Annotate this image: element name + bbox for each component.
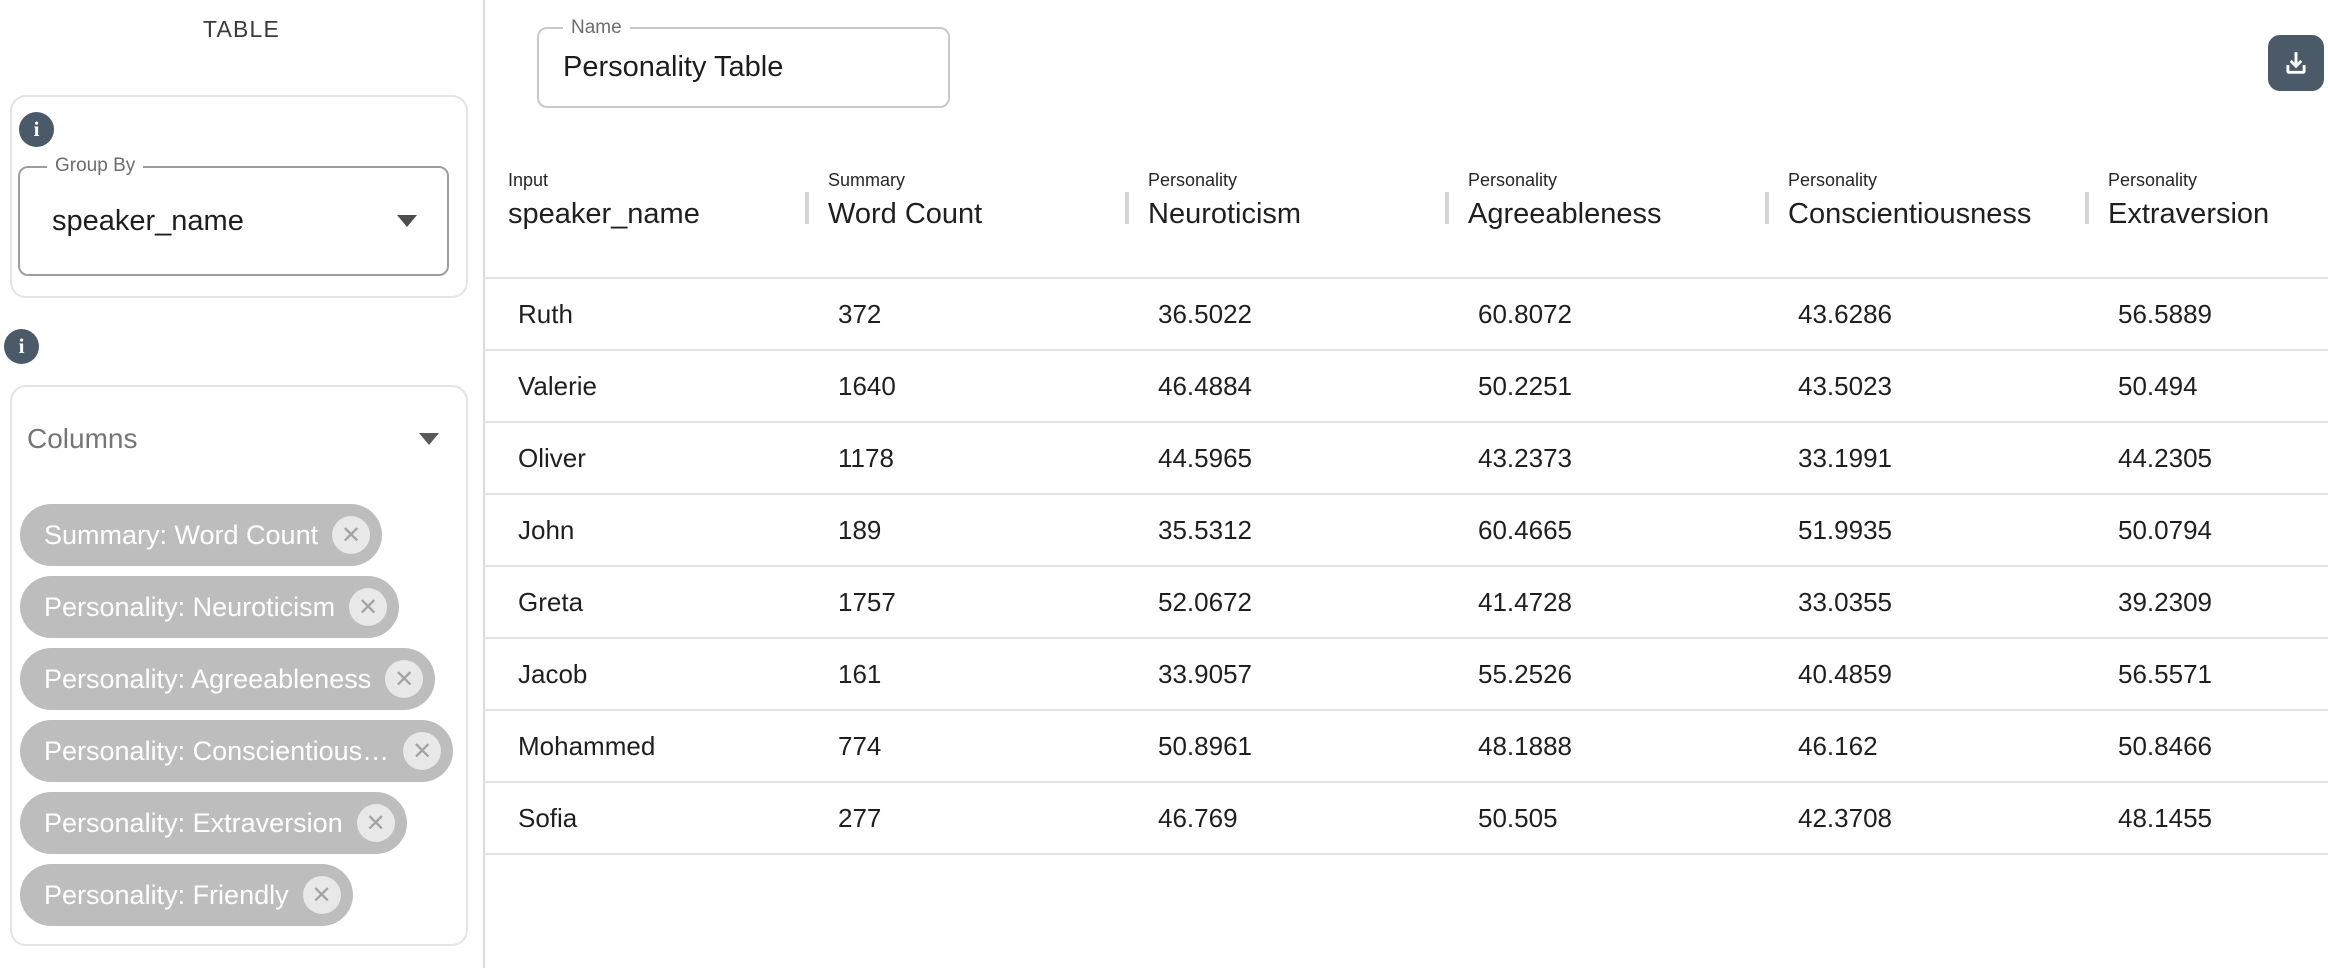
table-cell: 277 xyxy=(838,802,882,833)
table-cell: Greta xyxy=(518,586,584,617)
table-cell: 39.2309 xyxy=(2118,586,2212,617)
column-name: Word Count xyxy=(828,198,983,230)
main-panel xyxy=(485,0,2328,968)
chevron-down-icon xyxy=(419,433,439,445)
table-cell: 60.4665 xyxy=(1478,514,1572,545)
table-cell: Ruth xyxy=(518,298,573,329)
table-cell: 1757 xyxy=(838,586,896,617)
table-row xyxy=(485,423,2328,495)
chip-label: Personality: Neuroticism xyxy=(44,592,336,622)
table-row xyxy=(485,495,2328,567)
column-chip[interactable] xyxy=(20,648,435,710)
table-cell: 40.4859 xyxy=(1798,658,1892,689)
column-header[interactable] xyxy=(805,168,1125,231)
column-chip[interactable] xyxy=(20,720,453,782)
sidebar-title: TABLE xyxy=(202,16,281,42)
table-row xyxy=(485,639,2328,711)
table-cell: 50.8961 xyxy=(1158,730,1252,761)
table-cell: 42.3708 xyxy=(1798,802,1892,833)
table-name-label: Name xyxy=(563,16,630,40)
table-cell: 52.0672 xyxy=(1158,586,1252,617)
table-cell: 50.0794 xyxy=(2118,514,2212,545)
column-chip-list xyxy=(20,504,453,926)
info-icon[interactable] xyxy=(19,112,54,147)
chip-label: Personality: Friendly xyxy=(44,880,289,910)
table-cell: John xyxy=(518,514,575,545)
table-cell: 1640 xyxy=(838,370,896,401)
chip-label: Summary: Word Count xyxy=(44,520,319,550)
table-cell: 46.162 xyxy=(1798,730,1878,761)
columns-panel-title: Columns xyxy=(27,423,138,454)
table-cell: 50.505 xyxy=(1478,802,1558,833)
chip-remove-icon[interactable]: ✕ xyxy=(332,516,370,554)
table-cell: 41.4728 xyxy=(1478,586,1572,617)
column-name: Extraversion xyxy=(2108,198,2270,230)
table-cell: 43.6286 xyxy=(1798,298,1892,329)
column-category: Personality xyxy=(1788,170,1878,190)
column-name: Conscientiousness xyxy=(1788,198,2032,230)
table-cell: 33.0355 xyxy=(1798,586,1892,617)
table-cell: 60.8072 xyxy=(1478,298,1572,329)
download-button[interactable] xyxy=(2268,35,2324,91)
table-cell: Sofia xyxy=(518,802,578,833)
table-cell: Oliver xyxy=(518,442,586,473)
table-cell: 48.1888 xyxy=(1478,730,1572,761)
info-icon[interactable] xyxy=(4,329,39,364)
table-cell: 55.2526 xyxy=(1478,658,1572,689)
column-category: Personality xyxy=(1468,170,1558,190)
download-icon xyxy=(2280,47,2312,79)
table-cell: 50.8466 xyxy=(2118,730,2212,761)
table-name-field[interactable] xyxy=(537,17,950,108)
column-chip[interactable] xyxy=(20,792,407,854)
table-cell: Valerie xyxy=(518,370,598,401)
table-header-row xyxy=(485,168,2328,231)
column-category: Summary xyxy=(828,170,906,190)
column-name: speaker_name xyxy=(508,198,700,230)
column-header[interactable] xyxy=(1445,168,1765,231)
info-glyph: i xyxy=(18,334,25,358)
column-chip[interactable] xyxy=(20,864,353,926)
table-row xyxy=(485,279,2328,351)
group-by-value: speaker_name xyxy=(52,204,244,237)
column-category: Personality xyxy=(2108,170,2198,190)
table-cell: 44.5965 xyxy=(1158,442,1252,473)
table-body xyxy=(485,277,2328,855)
table-cell: 33.9057 xyxy=(1158,658,1252,689)
group-by-select[interactable] xyxy=(18,155,449,276)
table-cell: 56.5571 xyxy=(2118,658,2212,689)
info-glyph: i xyxy=(33,117,40,141)
table-cell: 35.5312 xyxy=(1158,514,1252,545)
chip-label: Personality: Conscientious… xyxy=(44,736,390,766)
table-cell: 46.4884 xyxy=(1158,370,1252,401)
table-cell: 48.1455 xyxy=(2118,802,2212,833)
chip-label: Personality: Extraversion xyxy=(44,808,343,838)
chip-remove-icon[interactable]: ✕ xyxy=(357,804,395,842)
table-cell: 774 xyxy=(838,730,882,761)
columns-card xyxy=(10,385,468,946)
column-chip[interactable] xyxy=(20,504,382,566)
table-cell: 161 xyxy=(838,658,882,689)
table-cell: 189 xyxy=(838,514,882,545)
chevron-down-icon xyxy=(397,215,417,227)
chip-label: Personality: Agreeableness xyxy=(44,664,372,694)
table-row xyxy=(485,567,2328,639)
column-header[interactable] xyxy=(1765,168,2085,231)
table-cell: Mohammed xyxy=(518,730,656,761)
column-chip[interactable] xyxy=(20,576,399,638)
table-cell: 50.2251 xyxy=(1478,370,1572,401)
chip-remove-icon[interactable]: ✕ xyxy=(349,588,387,626)
chip-remove-icon[interactable]: ✕ xyxy=(303,876,341,914)
table-cell: Jacob xyxy=(518,658,588,689)
chip-remove-icon[interactable]: ✕ xyxy=(385,660,423,698)
table-cell: 46.769 xyxy=(1158,802,1238,833)
table-cell: 372 xyxy=(838,298,882,329)
column-header[interactable] xyxy=(2085,168,2328,231)
table-row xyxy=(485,351,2328,423)
column-name: Agreeableness xyxy=(1468,198,1662,230)
table-cell: 51.9935 xyxy=(1798,514,1892,545)
table-row xyxy=(485,711,2328,783)
column-category: Personality xyxy=(1148,170,1238,190)
sidebar xyxy=(0,0,483,968)
group-by-label: Group By xyxy=(47,154,143,178)
column-header[interactable] xyxy=(1125,168,1445,231)
table-cell: 43.5023 xyxy=(1798,370,1892,401)
table-cell: 50.494 xyxy=(2118,370,2198,401)
table-cell: 36.5022 xyxy=(1158,298,1252,329)
column-name: Neuroticism xyxy=(1148,198,1302,230)
table-cell: 43.2373 xyxy=(1478,442,1572,473)
table-name-value: Personality Table xyxy=(563,51,784,83)
chip-remove-icon[interactable]: ✕ xyxy=(403,732,441,770)
table-row xyxy=(485,783,2328,855)
table-cell: 1178 xyxy=(838,442,894,473)
column-category: Input xyxy=(508,170,549,190)
table-cell: 44.2305 xyxy=(2118,442,2212,473)
table-cell: 33.1991 xyxy=(1798,442,1892,473)
table-cell: 56.5889 xyxy=(2118,298,2212,329)
columns-panel-header[interactable] xyxy=(27,423,455,455)
column-header[interactable] xyxy=(485,168,805,231)
